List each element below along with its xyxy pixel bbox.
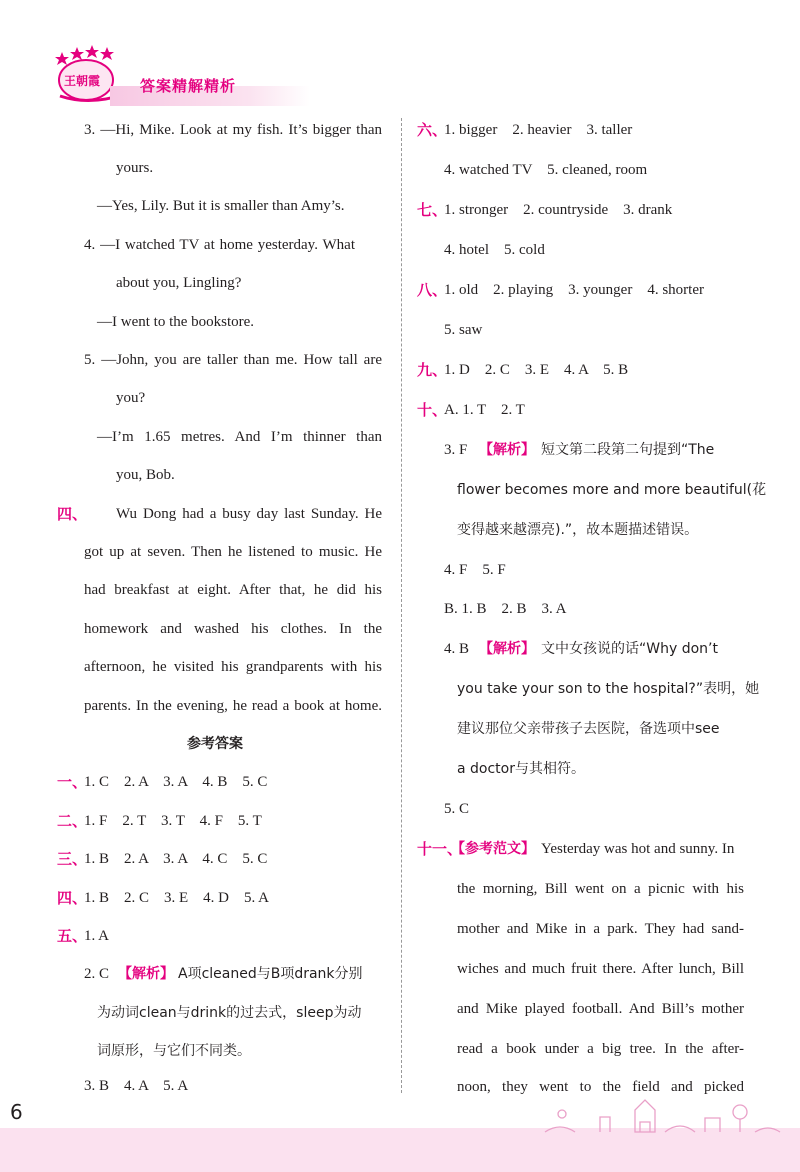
model-essay-tag: 【参考范文】 <box>451 841 535 857</box>
answer-label: 三、 <box>57 850 88 868</box>
answer-row: 3. B 4. A 5. A <box>84 1078 189 1094</box>
answer-row: 1. bigger 2. heavier 3. taller <box>444 122 633 138</box>
dialogue-line: 5. —John, you are taller than me. How tall are <box>84 352 382 368</box>
essay-line: noon, they went to the field and picked <box>457 1079 744 1095</box>
answer-row: 5. C <box>444 801 470 817</box>
dialogue-line: —I’m 1.65 metres. And I’m thinner than <box>97 429 382 445</box>
answer-lead: 3. F <box>444 442 468 458</box>
answer-row: 1. B 2. C 3. E 4. D 5. A <box>84 890 270 906</box>
analysis-text: 为动词clean与drink的过去式，sleep为动 <box>97 1005 362 1021</box>
passage-line: had breakfast at eight. After that, he did his <box>84 582 382 598</box>
dialogue-line: yours. <box>116 160 154 176</box>
section-label: 七、 <box>417 201 448 219</box>
dialogue-line: 3. —Hi, Mike. Look at my fish. It’s bigger than <box>84 122 382 138</box>
essay-line: mother and Mike in a park. They had sand- <box>457 921 744 937</box>
passage-line: got up at seven. Then he listened to music. He <box>84 544 382 560</box>
analysis-tag: 【解析】 <box>479 641 535 657</box>
analysis-text: you take your son to the hospital?”表明，她 <box>457 681 760 697</box>
passage-line: Wu Dong had a busy day last Sunday. He <box>116 506 382 522</box>
passage-line: parents. In the evening, he read a book at home. <box>84 698 382 714</box>
answer-row: A. 1. T 2. T <box>444 402 525 418</box>
section-label: 十一、 <box>417 840 463 858</box>
essay-line: the morning, Bill went on a picnic with his <box>457 881 744 897</box>
answer-row: 5. saw <box>444 322 483 338</box>
analysis-text: a doctor与其相符。 <box>457 761 585 777</box>
section-label: 八、 <box>417 281 448 299</box>
dialogue-line: —I went to the bookstore. <box>97 314 255 330</box>
analysis-text: 文中女孩说的话“Why don’t <box>541 641 718 657</box>
answer-row: B. 1. B 2. B 3. A <box>444 601 567 617</box>
page-number: 6 <box>10 1100 23 1124</box>
analysis-tag: 【解析】 <box>118 966 174 982</box>
answer-row: 1. D 2. C 3. E 4. A 5. B <box>444 362 629 378</box>
column-divider <box>401 118 402 1093</box>
footer-band <box>0 1128 800 1172</box>
essay-line: read a book under a big tree. In the after- <box>457 1041 744 1057</box>
passage-line: homework and washed his clothes. In the <box>84 621 382 637</box>
section-label: 六、 <box>417 121 448 139</box>
analysis-tag: 【解析】 <box>479 442 535 458</box>
dialogue-line: —Yes, Lily. But it is smaller than Amy’s. <box>97 198 345 214</box>
analysis-text: 变得越来越漂亮).”，故本题描述错误。 <box>457 522 699 538</box>
dialogue-line: you, Bob. <box>116 467 175 483</box>
answer-label: 四、 <box>57 889 88 907</box>
analysis-text: flower becomes more and more beautiful(花 <box>457 482 767 498</box>
answer-label: 二、 <box>57 812 88 830</box>
section-label: 十、 <box>417 401 448 419</box>
answer-row: 4. watched TV 5. cleaned, room <box>444 162 648 178</box>
answer-lead: 4. B <box>444 641 470 657</box>
answer-label: 五、 <box>57 927 88 945</box>
section-label: 九、 <box>417 361 448 379</box>
dialogue-line: you? <box>116 390 146 406</box>
essay-line: Yesterday was hot and sunny. In <box>541 841 735 857</box>
analysis-text: 短文第二段第二句提到“The <box>541 442 715 458</box>
answer-row: 1. old 2. playing 3. younger 4. shorter <box>444 282 704 298</box>
answer-row: 4. F 5. F <box>444 562 506 578</box>
logo-text: 王朝霞 <box>64 74 101 88</box>
dialogue-line: about you, Lingling? <box>116 275 242 291</box>
essay-line: wiches and much fruit there. After lunch, Bill <box>457 961 744 977</box>
header-title: 答案精解精析 <box>140 77 237 95</box>
answer-label: 一、 <box>57 773 88 791</box>
castle-doodle-icon <box>540 1092 790 1134</box>
dialogue-line: 4. —I watched TV at home yesterday. What <box>84 237 355 253</box>
section-label: 四、 <box>57 505 88 523</box>
answer-row: 4. hotel 5. cold <box>444 242 545 258</box>
passage-line: afternoon, he visited his grandparents with his <box>84 659 382 675</box>
answer-row: 1. B 2. A 3. A 4. C 5. C <box>84 851 268 867</box>
answer-row: 1. stronger 2. countryside 3. drank <box>444 202 673 218</box>
answer-lead: 2. C <box>84 966 110 982</box>
answers-heading: 参考答案 <box>187 736 243 752</box>
essay-line: and Mike played football. And Bill’s mother <box>457 1001 744 1017</box>
answer-row: 1. A <box>84 928 110 944</box>
analysis-text: 建议那位父亲带孩子去医院，备选项中see <box>457 721 720 737</box>
footer-decoration <box>540 1092 790 1134</box>
answer-row: 1. C 2. A 3. A 4. B 5. C <box>84 774 268 790</box>
analysis-text: A项cleaned与B项drank分别 <box>178 966 363 982</box>
analysis-text: 词原形，与它们不同类。 <box>97 1043 251 1059</box>
answer-row: 1. F 2. T 3. T 4. F 5. T <box>84 813 262 829</box>
